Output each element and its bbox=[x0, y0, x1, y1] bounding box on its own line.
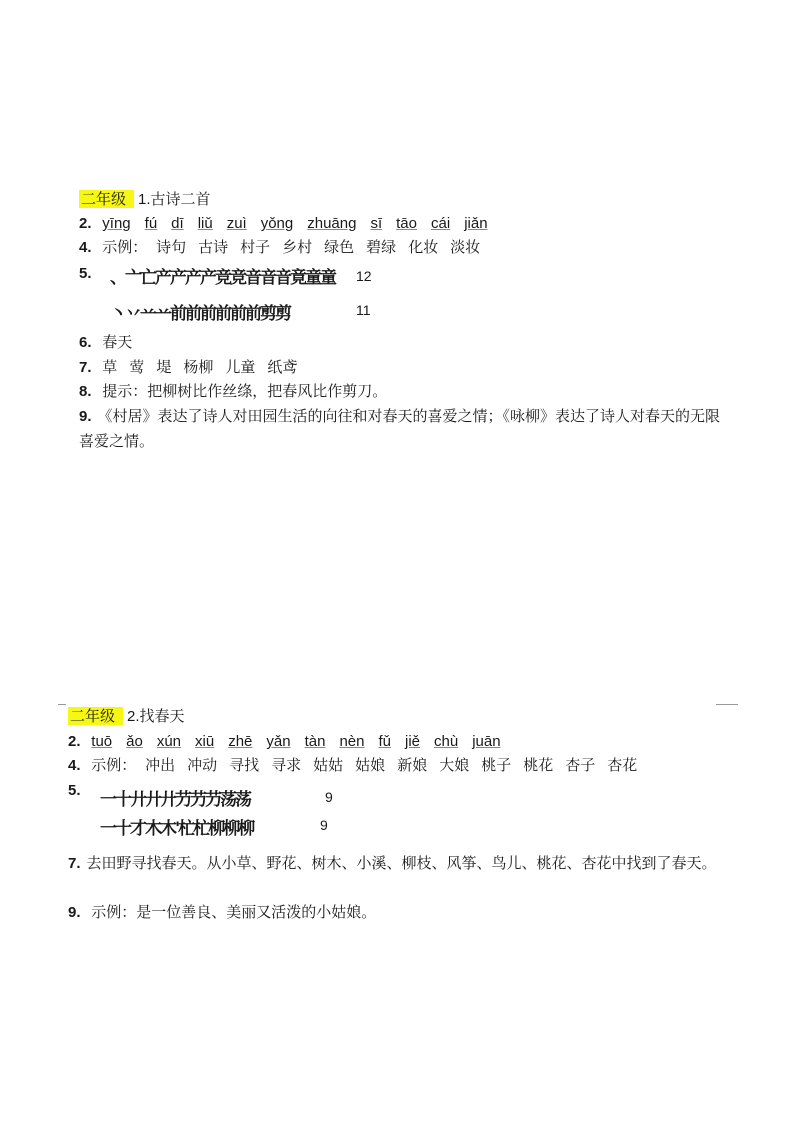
s2-q5-label bbox=[68, 780, 87, 801]
s1-q6-row bbox=[79, 332, 132, 353]
word-list bbox=[156, 238, 492, 256]
s2-q4-row bbox=[68, 755, 649, 776]
pinyin-item: tàn bbox=[304, 733, 326, 750]
pinyin-item: yīng bbox=[102, 215, 131, 232]
s1-q7-row bbox=[79, 357, 309, 378]
stroke-count: 12 bbox=[356, 268, 372, 284]
stroke-order-row bbox=[110, 299, 290, 324]
example-word: 大娘 bbox=[439, 756, 470, 774]
example-word: 寻找 bbox=[229, 756, 260, 774]
answer-word: 堤 bbox=[156, 358, 172, 376]
question-number: 2. bbox=[79, 215, 92, 232]
example-word: 寻求 bbox=[271, 756, 302, 774]
answer-text: 《村居》表达了诗人对田园生活的向往和对春天的喜爱之情；《咏柳》表达了诗人对春天的无限喜爱之情。 bbox=[79, 407, 721, 450]
stroke-count: 9 bbox=[325, 789, 333, 805]
s1-q5-label bbox=[79, 263, 98, 284]
pinyin-list bbox=[91, 732, 514, 750]
pinyin-item: ǎo bbox=[126, 733, 143, 750]
s2-q2-row bbox=[68, 731, 515, 752]
example-word: 桃子 bbox=[481, 756, 512, 774]
stroke-count: 11 bbox=[356, 302, 371, 318]
stroke-order-row bbox=[100, 785, 250, 810]
example-word: 姑娘 bbox=[355, 756, 386, 774]
s1-q2-row bbox=[79, 213, 502, 234]
pinyin-item: zuì bbox=[226, 215, 247, 232]
stroke-count: 9 bbox=[320, 817, 328, 833]
pinyin-list bbox=[102, 214, 501, 232]
question-number: 6. bbox=[79, 334, 92, 351]
example-word: 淡妆 bbox=[450, 238, 481, 256]
question-number: 7. bbox=[68, 855, 81, 872]
example-word: 杏子 bbox=[565, 756, 596, 774]
s2-q7-row bbox=[68, 851, 728, 876]
section2-heading bbox=[68, 706, 185, 727]
pinyin-item: nèn bbox=[339, 733, 365, 750]
page-corner-mark bbox=[58, 704, 66, 705]
s2-q9-row bbox=[68, 902, 376, 923]
example-word: 古诗 bbox=[198, 238, 229, 256]
page-corner-mark bbox=[716, 704, 738, 705]
example-word: 绿色 bbox=[324, 238, 355, 256]
pinyin-item: xún bbox=[156, 733, 182, 750]
question-number: 4. bbox=[79, 239, 92, 256]
example-word: 冲动 bbox=[187, 756, 218, 774]
question-number: 2. bbox=[68, 733, 81, 750]
stroke-sequence: 一十廾廾廾芀芀芀荡荡 bbox=[100, 790, 250, 810]
pinyin-item: dī bbox=[171, 215, 184, 232]
pinyin-item: chù bbox=[434, 733, 459, 750]
question-number: 9. bbox=[68, 904, 81, 921]
grade-highlight: 二年级 bbox=[68, 707, 123, 725]
answer-text: 去田野寻找春天。从小草、野花、树木、小溪、柳枝、风筝、鸟儿、桃花、杏花中找到了春天。 bbox=[86, 854, 717, 872]
grade-highlight: 二年级 bbox=[79, 190, 134, 208]
example-word: 化妆 bbox=[408, 238, 439, 256]
question-number: 8. bbox=[79, 383, 92, 400]
s1-q8-row bbox=[79, 381, 387, 402]
stroke-sequence: 、亠亡产产产产竞竞音音音竟童童 bbox=[110, 268, 335, 288]
answer-word: 纸鸢 bbox=[267, 358, 298, 376]
pinyin-item: juān bbox=[472, 733, 501, 750]
pinyin-item: zhuāng bbox=[307, 215, 357, 232]
word-list bbox=[102, 358, 309, 376]
pinyin-item: yǒng bbox=[260, 215, 294, 232]
pinyin-item: liǔ bbox=[197, 215, 213, 232]
answer-word: 草 bbox=[102, 358, 118, 376]
question-number: 7. bbox=[79, 359, 92, 376]
stroke-order-row bbox=[100, 814, 253, 839]
section1-heading bbox=[79, 189, 211, 210]
pinyin-item: yǎn bbox=[266, 733, 291, 750]
example-word: 新娘 bbox=[397, 756, 428, 774]
pinyin-item: jiǎn bbox=[464, 215, 488, 232]
stroke-sequence: 一十才木木'杧杧柳柳柳 bbox=[100, 819, 254, 839]
lesson-title: 2.找春天 bbox=[127, 708, 185, 725]
question-number: 4. bbox=[68, 757, 81, 774]
example-word: 碧绿 bbox=[366, 238, 397, 256]
question-number: 5. bbox=[68, 782, 81, 799]
s1-q4-row bbox=[79, 237, 492, 258]
pinyin-item: fǔ bbox=[378, 733, 391, 750]
answer-word: 儿童 bbox=[225, 358, 256, 376]
lesson-title: 1.古诗二首 bbox=[138, 191, 211, 208]
pinyin-item: fú bbox=[144, 215, 158, 232]
pinyin-item: jiě bbox=[405, 733, 421, 750]
s1-q9-row bbox=[79, 404, 729, 453]
stroke-order-row bbox=[110, 263, 335, 288]
answer-text: 示例：是一位善良、美丽又活泼的小姑娘。 bbox=[91, 903, 377, 921]
example-word: 桃花 bbox=[523, 756, 554, 774]
example-word: 姑姑 bbox=[313, 756, 344, 774]
stroke-sequence: 丶丷䒑䒑前前前前前前剪剪 bbox=[110, 304, 290, 324]
pinyin-item: tāo bbox=[396, 215, 417, 232]
pinyin-item: xiū bbox=[195, 733, 215, 750]
answer-word: 杨柳 bbox=[183, 358, 214, 376]
example-word: 杏花 bbox=[607, 756, 638, 774]
example-label: 示例： bbox=[91, 756, 137, 774]
example-word: 村子 bbox=[240, 238, 271, 256]
example-word: 诗句 bbox=[156, 238, 187, 256]
question-number: 5. bbox=[79, 265, 92, 282]
word-list bbox=[145, 756, 649, 774]
answer-text: 春天 bbox=[102, 333, 133, 351]
pinyin-item: zhē bbox=[228, 733, 253, 750]
answer-word: 莺 bbox=[129, 358, 145, 376]
question-number: 9. bbox=[79, 408, 92, 425]
example-label: 示例： bbox=[102, 238, 148, 256]
pinyin-item: cái bbox=[431, 215, 451, 232]
answer-text: 提示：把柳树比作丝绦，把春风比作剪刀。 bbox=[102, 382, 388, 400]
pinyin-item: sī bbox=[370, 215, 383, 232]
example-word: 乡村 bbox=[282, 238, 313, 256]
pinyin-item: tuō bbox=[91, 733, 113, 750]
example-word: 冲出 bbox=[145, 756, 176, 774]
